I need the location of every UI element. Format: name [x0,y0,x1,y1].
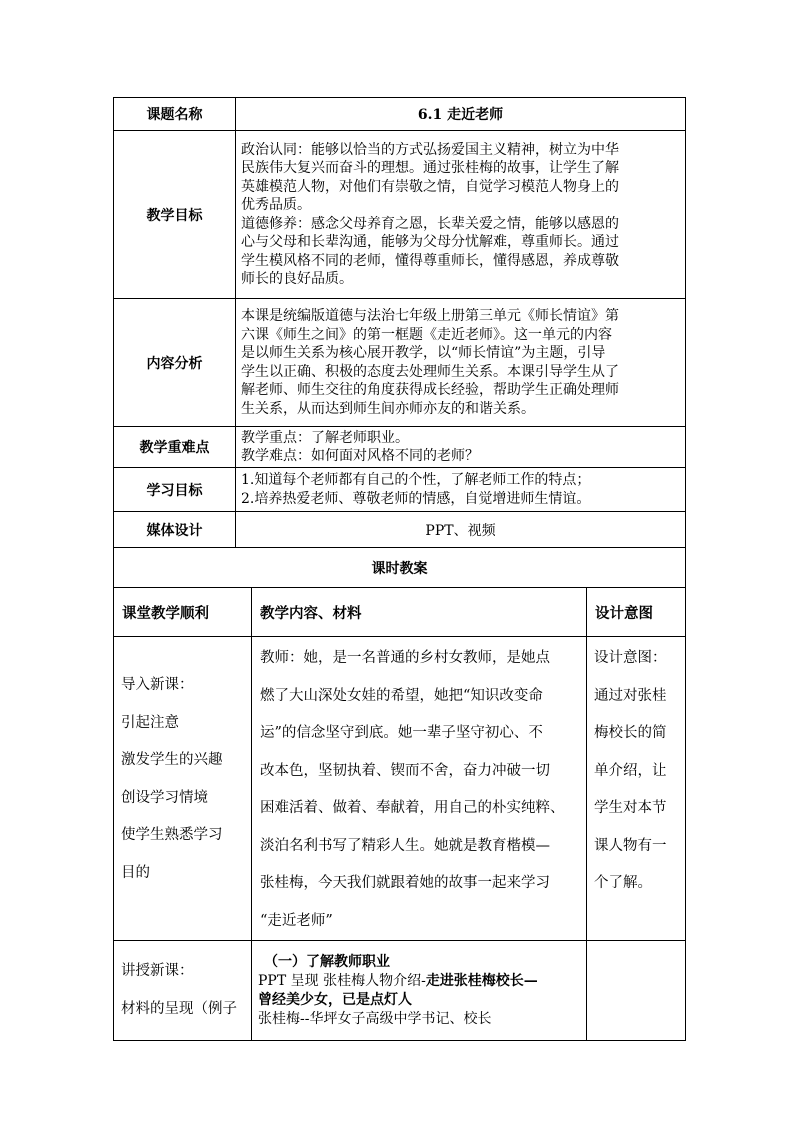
header-order: 课堂教学顺利 [114,588,252,637]
intent-cell-new [587,941,686,1041]
analysis-label: 内容分析 [114,299,236,427]
course-info-table [113,97,686,548]
topic-label: 课题名称 [114,98,236,131]
key-points-label: 教学重难点 [114,427,236,468]
header-intent: 设计意图 [587,588,686,637]
analysis-text: 本课是统编版道德与法治七年级上册第三单元《师长情谊》第 六课《师生之间》的第一框题《走近老师》。这一单元的内容 是以师生关系为核心展开教学，以“师长情谊”为主题，引导 学生以正确、积极的态度去处理师生关系。本课引导学生从了 解老师、师生交往的角度获得成长经验，帮助学生正确处理师 生关系，从而达到师生间亦师亦友的和谐关系。 [236,299,686,427]
topic-value: 6.1 走近老师 [236,98,686,131]
media-label: 媒体设计 [114,512,236,548]
intent-cell-intro: 设计意图： 通过对张桂 梅校长的简 单介绍，让 学生对本节 课人物有一 个了解。 [587,637,686,941]
goals-label: 教学目标 [114,131,236,299]
section-heading: （一）了解教师职业 [264,954,390,970]
order-cell-intro: 导入新课： 引起注意 激发学生的兴趣 创设学习情境 使学生熟悉学习 目的 [114,637,252,941]
header-content: 教学内容、材料 [252,588,587,637]
order-cell-new: 讲授新课： 材料的呈现（例子 [114,941,252,1041]
media-value: PPT、视频 [236,512,686,548]
content-cell-intro: 教师：她，是一名普通的乡村女教师，是她点 燃了大山深处女娃的希望，她把“知识改变命 运”的信念坚守到底。她一辈子坚守初心、不 改本色，坚韧执着、锲而不舍，奋力冲破一切 困难活着、做着、奉献着，用自己的朴实纯粹、 淡泊名利书写了精彩人生。她就是教育楷模— 张桂梅，今天我们就跟着她的故事一起来学习 “走近老师” [252,637,587,941]
lesson-title: 课时教案 [114,548,686,588]
key-points-text: 教学重点：了解老师职业。 教学难点：如何面对风格不同的老师？ [236,427,686,468]
goals-text: 政治认同：能够以恰当的方式弘扬爱国主义精神，树立为中华 民族伟大复兴而奋斗的理想。通过张桂梅的故事，让学生了解 英雄模范人物，对他们有崇敬之情，自觉学习模范人物身上的 优秀品质。 道德修养：感念父母养育之恩，长辈关爱之情，能够以感恩的 心与父母和长辈沟通，能够为父母分忧解难，尊重师长。通过 学生模风格不同的老师，懂得尊重师长，懂得感恩，养成尊敬 师长的良好品质。 [236,131,686,299]
objectives-text: 1.知道每个老师都有自己的个性，了解老师工作的特点； 2.培养热爱老师、尊敬老师的情感，自觉增进师生情谊。 [236,468,686,512]
content-cell-new: （一）了解教师职业 PPT 呈现 张桂梅人物介绍-走进张桂梅校长— 曾经美少女，已是点灯人 张桂梅--华坪女子高级中学书记、校长 [252,941,587,1041]
lesson-plan-page [113,97,685,1041]
ppt-line: PPT 呈现 张桂梅人物介绍-走进张桂梅校长— [258,973,538,989]
objectives-label: 学习目标 [114,468,236,512]
lesson-plan-table [113,547,686,1041]
